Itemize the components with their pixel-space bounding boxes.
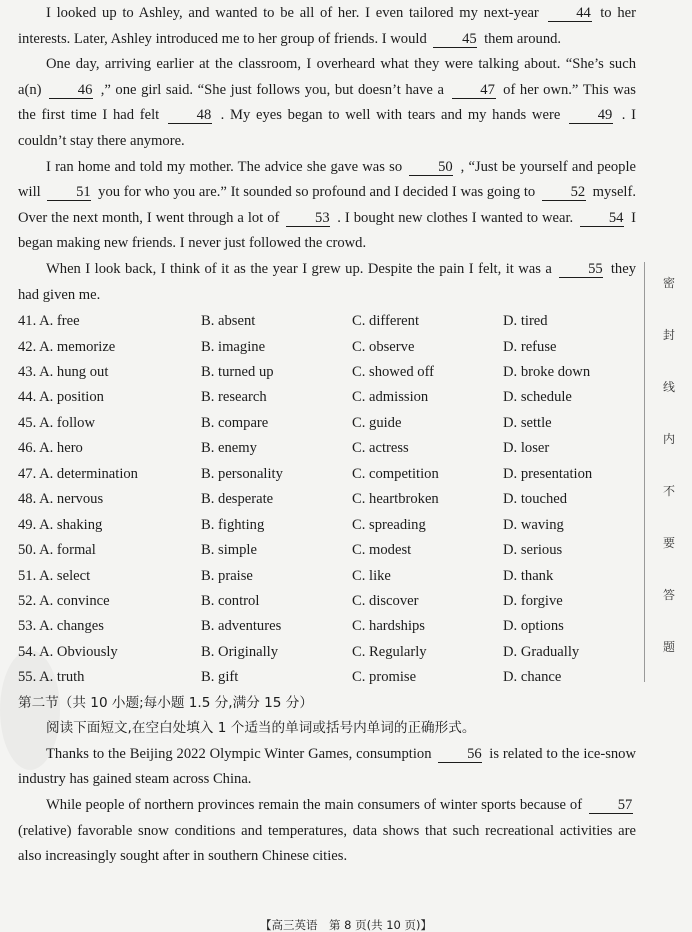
option-c: C. promise [352,669,417,686]
option-b: B. Originally [201,643,279,660]
option-d: D. loser [503,440,550,457]
option-a: 48. A. nervous [18,491,104,508]
option-d: D. tired [503,313,548,330]
option-a: 42. A. memorize [18,338,116,355]
page-footer: 【高三英语 第 8 页(共 10 页)】 [259,918,433,932]
blank-57: 57 [589,798,633,814]
blank-45: 45 [433,32,477,48]
section2-paragraph-2: While people of northern provinces remain the main consumers of winter sports because of 57 (relative) favorable snow conditions and temperatures, data shows that such recreational activities are also increasingly sought after in southern Chinese cities. [18,797,636,865]
option-a: 45. A. follow [18,414,96,431]
option-row [18,538,636,563]
option-c: C. different [352,313,420,330]
option-row [18,411,636,436]
option-b: B. adventures [201,618,282,635]
blank-55: 55 [559,262,603,278]
option-d: D. Gradually [503,643,580,660]
option-row [18,309,636,334]
option-c: C. hardships [352,618,425,635]
option-b: B. turned up [201,364,274,380]
option-b: B. desperate [201,491,274,508]
option-b: B. imagine [201,338,266,355]
option-row [18,385,636,410]
option-a: 49. A. shaking [18,516,103,533]
option-row [18,614,636,639]
section2-paragraph-1: Thanks to the Beijing 2022 Olympic Winter Games, consumption 56 is related to the ice-snow industry has gained steam across China. [18,745,637,788]
option-a: 43. A. hung out [18,364,109,380]
option-c: C. admission [352,389,429,406]
option-row [18,462,636,487]
option-a: 47. A. determination [18,465,138,482]
seal-char: 线 [662,380,675,394]
option-b: B. absent [201,313,256,330]
option-d: D. options [503,618,564,635]
option-a: 51. A. select [18,567,91,584]
option-a: 54. A. Obviously [18,643,118,660]
seal-char: 密 [662,276,675,290]
seal-char: 答 [662,588,675,602]
seal-char: 内 [662,432,675,446]
option-a: 55. A. truth [18,669,85,686]
option-a: 53. A. changes [18,618,104,635]
section-instruction: 阅读下面短文,在空白处填入 1 个适当的单词或括号内单词的正确形式。 [46,720,476,737]
option-d: D. schedule [503,389,572,406]
seal-char: 不 [662,484,675,498]
option-row [18,564,636,589]
passage-paragraph-1: I looked up to Ashley, and wanted to be all of her. I even tailored my next-year 44 to her interests. Later, Ashley introduced me to her group of friends. I would 45 them around. [18,5,636,47]
option-b: B. praise [201,567,253,584]
option-row [18,513,636,538]
option-c: C. modest [352,542,412,559]
option-b: B. gift [201,669,239,686]
option-b: B. research [201,389,267,406]
seal-char: 题 [662,640,675,654]
option-b: B. personality [201,465,283,482]
option-c: C. showed off [352,364,435,380]
blank-46: 46 [49,83,93,99]
seal-char: 要 [662,536,675,550]
option-d: D. serious [503,542,563,559]
option-a: 41. A. free [18,313,80,330]
option-c: C. competition [352,465,439,482]
blank-54: 54 [580,211,624,227]
blank-50: 50 [409,160,453,176]
option-c: C. observe [352,338,415,355]
option-row [18,360,636,385]
options-list [18,309,636,691]
option-c: C. like [352,567,391,584]
option-row [18,335,636,360]
option-b: B. compare [201,414,269,431]
option-b: B. control [201,592,260,609]
option-row [18,640,636,665]
option-d: D. broke down [503,364,591,380]
option-b: B. fighting [201,516,265,533]
seal-line-sidebar [644,262,692,682]
option-c: C. heartbroken [352,491,439,508]
option-d: D. thank [503,567,554,584]
passage-paragraph-2: One day, arriving earlier at the classroom, I overheard what they were talking about. “She’s such a(n) 46 ,” one girl said. “She just follows you, but doesn’t have a 47 of her own.” This was the first time I had felt 48 . My eyes began to well with tears and my hands were 49 . I couldn’t stay there anymore. [18,56,636,149]
option-a: 46. A. hero [18,440,83,457]
content-area [18,0,636,870]
option-c: C. discover [352,592,419,609]
option-d: D. touched [503,491,568,508]
option-d: D. waving [503,516,564,533]
option-a: 50. A. formal [18,542,96,559]
blank-49: 49 [569,108,613,124]
option-d: D. refuse [503,338,557,355]
blank-44: 44 [548,6,592,22]
option-d: D. presentation [503,465,593,482]
blank-48: 48 [168,108,212,124]
option-b: B. simple [201,542,257,559]
blank-52: 52 [542,185,586,201]
option-row [18,665,636,690]
option-a: 44. A. position [18,389,104,406]
option-c: C. guide [352,414,402,431]
blank-51: 51 [47,185,91,201]
seal-char: 封 [662,328,675,342]
option-a: 52. A. convince [18,592,110,609]
option-b: B. enemy [201,440,257,457]
option-d: D. settle [503,414,552,431]
option-c: C. actress [352,440,409,457]
option-row [18,436,636,461]
option-d: D. chance [503,669,562,686]
section-title: 第二节（共 10 小题;每小题 1.5 分,满分 15 分） [18,694,313,711]
option-c: C. Regularly [352,643,427,660]
option-d: D. forgive [503,592,563,609]
option-row [18,589,636,614]
option-row [18,487,636,512]
blank-53: 53 [286,211,330,227]
passage-paragraph-3: I ran home and told my mother. The advice she gave was so 50 , “Just be yourself and people will 51 you for who you are.” It sounded so profound and I decided I was going to 52 myself. Over the next month, I went through a lot of 53 . I bought new clothes I wanted to wear. 54 I began making new friends. I never just followed the crowd. [18,158,637,252]
passage-paragraph-4: When I look back, I think of it as the year I grew up. Despite the pain I felt, it was a 55 they had given me. [18,260,636,303]
option-c: C. spreading [352,516,426,533]
blank-56: 56 [438,747,482,763]
blank-47: 47 [452,83,496,99]
